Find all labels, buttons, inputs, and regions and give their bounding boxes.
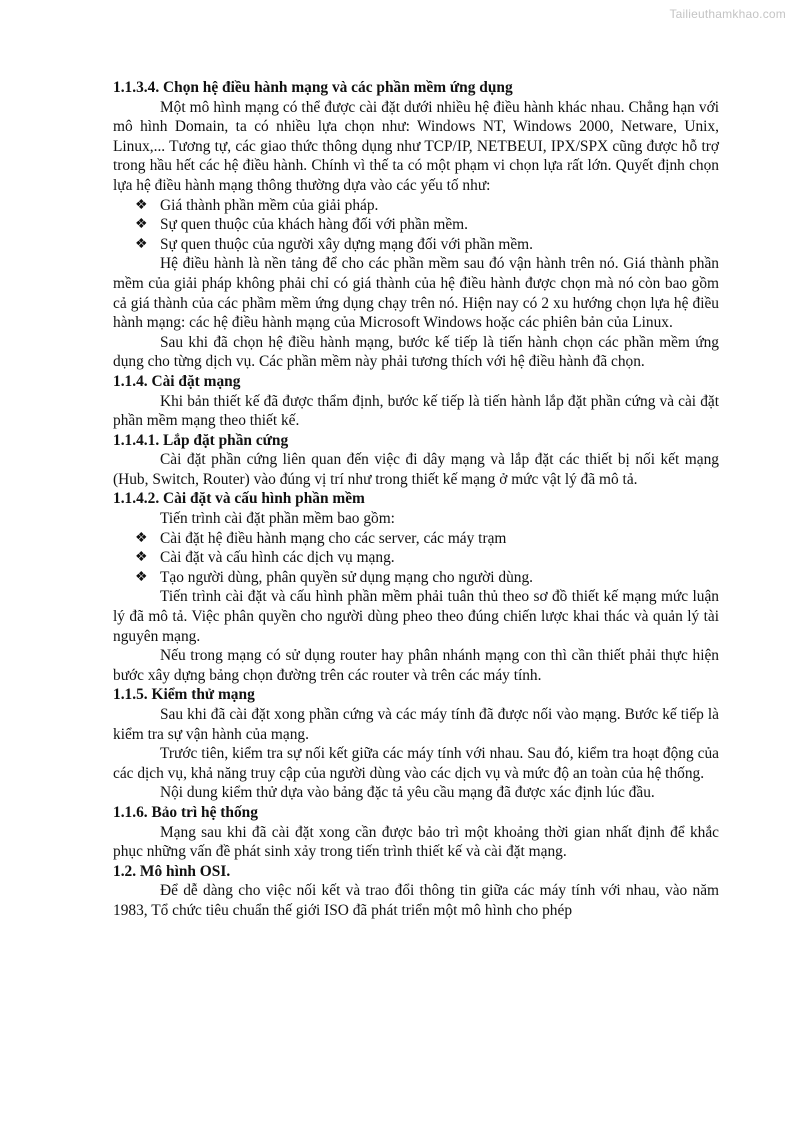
section-heading: 1.1.6. Bảo trì hệ thống (113, 803, 258, 821)
body-paragraph: Nếu trong mạng có sử dụng router hay phân nhánh mạng con thì cần thiết phải thực hiện bước xây dựng bảng chọn đường trên các router và trên các máy tính. (113, 647, 719, 684)
section-heading: 1.1.4.2. Cài đặt và cấu hình phần mềm (113, 490, 365, 508)
section-heading: 1.1.4.1. Lắp đặt phần cứng (113, 431, 289, 449)
body-paragraph: Hệ điều hành là nền tảng để cho các phần mềm sau đó vận hành trên nó. Giá thành phần mềm của giải pháp không phải chỉ có giá thành của hệ điều hành được chọn mà nó còn bao gồm cả giá thành của các phầm mềm ứng dụng chạy trên nó. Hiện nay có 2 xu hướng chọn lựa hệ điều hành mạng: các hệ điều hành mạng của Microsoft Windows hoặc các phiên bản của Linux. (113, 255, 719, 332)
diamond-bullet-icon: ❖ (135, 197, 148, 213)
bullet-item (113, 196, 719, 216)
body-paragraph: Sau khi đã chọn hệ điều hành mạng, bước kế tiếp là tiến hành chọn các phần mềm ứng dụng cho từng dịch vụ. Các phần mềm này phải tương thích với hệ điều hành đã chọn. (113, 333, 719, 371)
diamond-bullet-icon: ❖ (135, 550, 148, 566)
diamond-bullet-icon: ❖ (135, 236, 148, 252)
diamond-bullet-icon: ❖ (135, 569, 148, 585)
section-heading: 1.2. Mô hình OSI. (113, 862, 231, 880)
bullet-item (113, 529, 719, 549)
bullet-item (113, 548, 719, 568)
body-paragraph: Nội dung kiểm thử dựa vào bảng đặc tả yêu cầu mạng đã được xác định lúc đầu. (160, 784, 655, 802)
section-heading: 1.1.3.4. Chọn hệ điều hành mạng và các phần mềm ứng dụng (113, 79, 513, 96)
bullet-text: Sự quen thuộc của người xây dựng mạng đối với phần mềm. (160, 235, 533, 253)
watermark: Tailieuthamkhao.com (669, 7, 786, 21)
bullet-list (113, 529, 719, 588)
bullet-text: Cài đặt và cấu hình các dịch vụ mạng. (160, 549, 395, 567)
body-paragraph: Trước tiên, kiểm tra sự nối kết giữa các máy tính với nhau. Sau đó, kiểm tra hoạt động của các dịch vụ, khả năng truy cập của người dùng vào các dịch vụ và mức độ an toàn của hệ thống. (113, 745, 719, 782)
bullet-text: Tạo người dùng, phân quyền sử dụng mạng cho người dùng. (160, 568, 534, 586)
body-paragraph: Cài đặt phần cứng liên quan đến việc đi dây mạng và lắp đặt các thiết bị nối kết mạng (Hub, Switch, Router) vào đúng vị trí như trong thiết kế mạng ở mức vật lý đã mô tả. (113, 451, 719, 488)
bullet-text: Cài đặt hệ điều hành mạng cho các server, các máy trạm (160, 529, 507, 547)
body-paragraph: Khi bản thiết kế đã được thẩm định, bước kế tiếp là tiến hành lắp đặt phần cứng và cài đặt phần mềm mạng theo thiết kế. (113, 392, 719, 430)
body-paragraph: Sau khi đã cài đặt xong phần cứng và các máy tính đã được nối vào mạng. Bước kế tiếp là kiểm tra sự vận hành của mạng. (113, 706, 719, 743)
bullet-text: Giá thành phần mềm của giải pháp. (160, 196, 379, 214)
section-heading: 1.1.4. Cài đặt mạng (113, 372, 241, 390)
bullet-list (113, 196, 719, 255)
diamond-bullet-icon: ❖ (135, 530, 148, 546)
section-heading: 1.1.5. Kiểm thử mạng (113, 686, 255, 704)
body-paragraph: Một mô hình mạng có thể được cài đặt dưới nhiều hệ điều hành khác nhau. Chẳng hạn với mô hình Domain, ta có nhiều lựa chọn như: Windows NT, Windows 2000, Netware, Unix, Linux,... Tương tự, các giao thức thông dụng như TCP/IP, NETBEUI, IPX/SPX cũng được hỗ trợ trong hầu hết các hệ điều hành. Chính vì thế ta có một phạm vi chọn lựa rất lớn. Quyết định chọn lựa hệ điều hành mạng thông thường dựa vào các yếu tố như: (113, 98, 719, 194)
body-paragraph: Mạng sau khi đã cài đặt xong cần được bảo trì một khoảng thời gian nhất định để khắc phục những vấn đề phát sinh xảy trong tiến trình thiết kế và cài đặt mạng. (113, 823, 719, 861)
body-paragraph: Để dễ dàng cho việc nối kết và trao đổi thông tin giữa các máy tính với nhau, vào năm 1983, Tổ chức tiêu chuẩn thế giới ISO đã phát triển một mô hình cho phép (113, 882, 719, 919)
diamond-bullet-icon: ❖ (135, 217, 148, 233)
body-paragraph: Tiến trình cài đặt phần mềm bao gồm: (160, 510, 395, 528)
bullet-item (113, 215, 719, 235)
document-page (113, 78, 719, 921)
bullet-item (113, 568, 719, 588)
bullet-text: Sự quen thuộc của khách hàng đối với phần mềm. (160, 216, 468, 234)
body-paragraph: Tiến trình cài đặt và cấu hình phần mềm phải tuân thủ theo sơ đồ thiết kế mạng mức luận lý đã mô tả. Việc phân quyền cho người dùng pheo theo đúng chiến lược khai thác và quản lý tài nguyên mạng. (113, 588, 719, 645)
bullet-item (113, 235, 719, 255)
